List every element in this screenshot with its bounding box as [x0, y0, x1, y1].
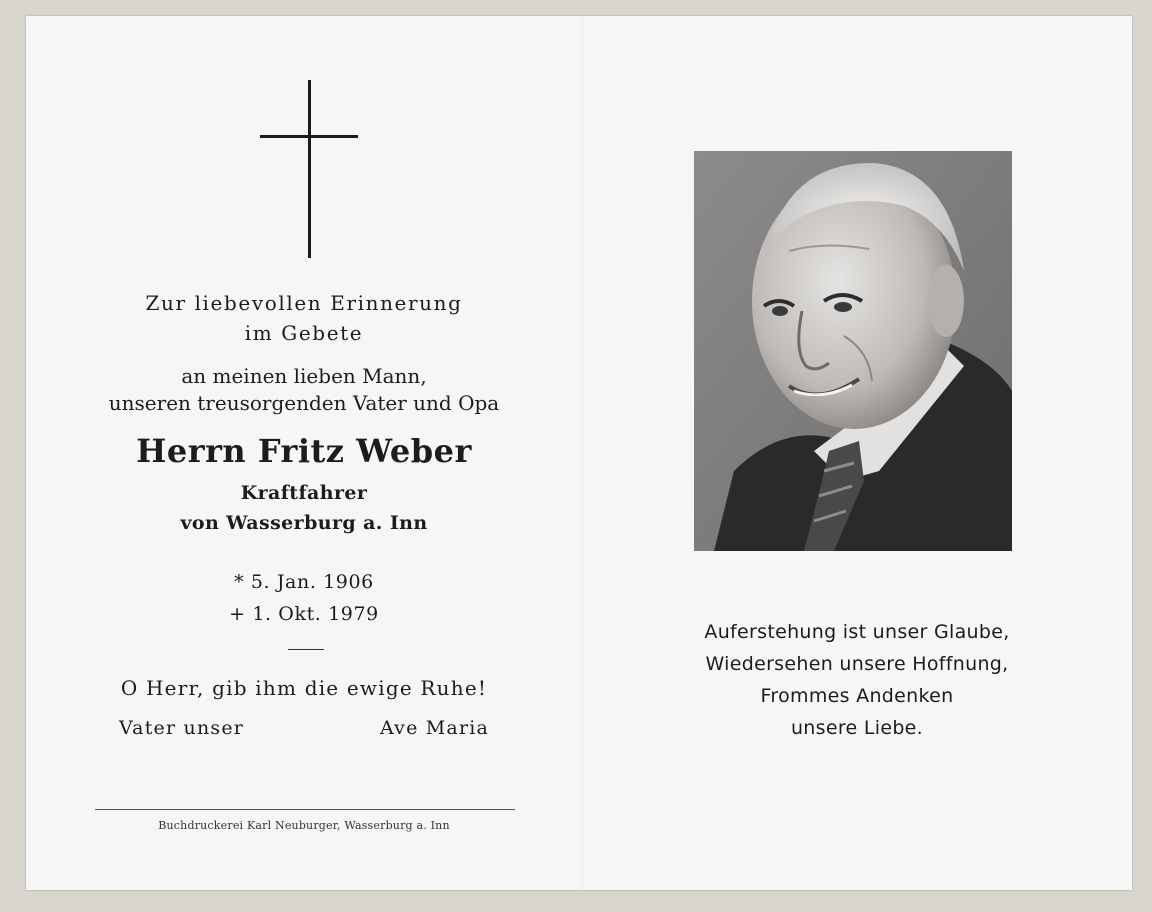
occupation: Kraftfahrer [240, 482, 368, 504]
birth-date: * 5. Jan. 1906 [234, 571, 374, 593]
prayer-line: O Herr, gib ihm die ewige Ruhe! [120, 676, 488, 700]
address-line-2: unseren treusorgenden Vater und Opa [108, 391, 500, 415]
printer-credit: Buchdruckerei Karl Neuburger, Wasserburg a. Inn [158, 819, 450, 832]
prayer-ave-maria: Ave Maria [380, 717, 490, 739]
verse-line-2: Wiedersehen unsere Hoffnung, [705, 653, 1009, 675]
prayer-vater-unser: Vater unser [119, 717, 245, 739]
verse-line-1: Auferstehung ist unser Glaube, [704, 621, 1010, 643]
divider [288, 649, 324, 650]
cross-icon [260, 80, 358, 258]
footer-rule [95, 809, 515, 810]
intro-line-2: im Gebete [244, 321, 364, 345]
death-date: + 1. Okt. 1979 [229, 603, 379, 625]
deceased-name: Herrn Fritz Weber [136, 432, 472, 470]
memorial-card [26, 16, 1132, 890]
right-panel [582, 16, 1132, 890]
verse-line-3: Frommes Andenken [760, 685, 954, 707]
portrait-photo [694, 151, 1012, 551]
address-line-1: an meinen lieben Mann, [181, 364, 427, 388]
intro-line-1: Zur liebevollen Erinnerung [145, 291, 463, 315]
hometown: von Wasserburg a. Inn [180, 512, 428, 534]
left-panel [26, 16, 582, 890]
verse-line-4: unsere Liebe. [790, 717, 924, 739]
